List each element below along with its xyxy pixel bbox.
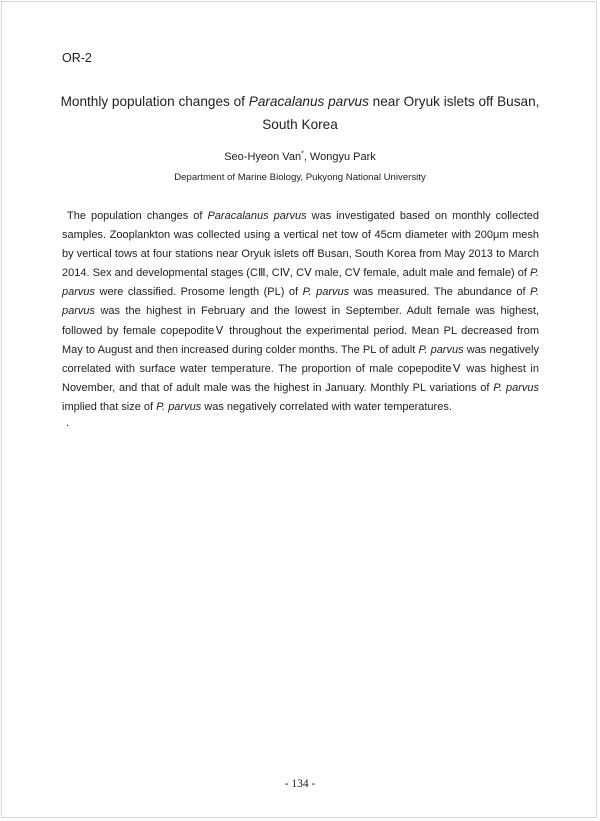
abstract-text: was negatively correlated with water temperatures. — [201, 400, 452, 413]
abstract-text: was investigated based on monthly collected samples. Zooplankton was collected using a vertical net tow of 45cm diameter with 200μm mesh by vertical tows at four stations near Oryuk islets off Busan, South Korea from May 2013 to March 2014. Sex and developmental stages (CⅢ, CⅣ, CⅤ male, CⅤ female, adult male and female) of — [62, 210, 539, 280]
corresponding-author-marker: * — [301, 150, 304, 158]
abstract-species: P. parvus — [302, 286, 350, 299]
abstract-text: implied that size of — [62, 400, 157, 413]
abstract-text: was measured. The abundance of — [349, 286, 531, 299]
paper-title — [50, 90, 550, 136]
abstract-text: were classified. Prosome length (PL) of — [95, 286, 303, 299]
abstract-species: P. parvus — [418, 343, 464, 356]
title-line-2: South Korea — [262, 117, 338, 132]
author-first: Seo-Hyeon Van — [224, 151, 302, 163]
author-rest: , Wongyu Park — [303, 151, 376, 163]
abstract-species: P. parvus — [493, 381, 539, 394]
page-number: - 134 - — [284, 778, 316, 790]
title-text-1: Monthly population changes of — [60, 94, 249, 109]
stray-period: . — [66, 417, 70, 429]
abstract-text: was negatively correlated with surface water temperature. The proportion of male copepoditeⅤ was highest in November, and that of adult male was the highest in January. Monthly PL variations of — [62, 343, 539, 394]
affiliation: Department of Marine Biology, Pukyong National University — [174, 172, 426, 183]
author-list — [0, 150, 600, 164]
abstract-text: The population changes of — [67, 210, 208, 222]
abstract-species: P. parvus — [62, 286, 539, 318]
abstract-species: Paracalanus parvus — [207, 210, 307, 222]
abstract-species: P. parvus — [156, 400, 202, 413]
title-species: Paracalanus parvus — [248, 94, 369, 109]
title-text-2: near Oryuk islets off Busan, — [368, 94, 540, 109]
abstract-body — [62, 207, 539, 417]
abstract-species: P. parvus — [62, 267, 539, 299]
session-code: OR-2 — [62, 51, 92, 65]
abstract-text: was the highest in February and the lowest in September. Adult female was highest, followed by female copepoditeⅤ throughout the experimental period. Mean PL decreased from May to August and then increased during colder months. The PL of adult — [62, 305, 539, 356]
